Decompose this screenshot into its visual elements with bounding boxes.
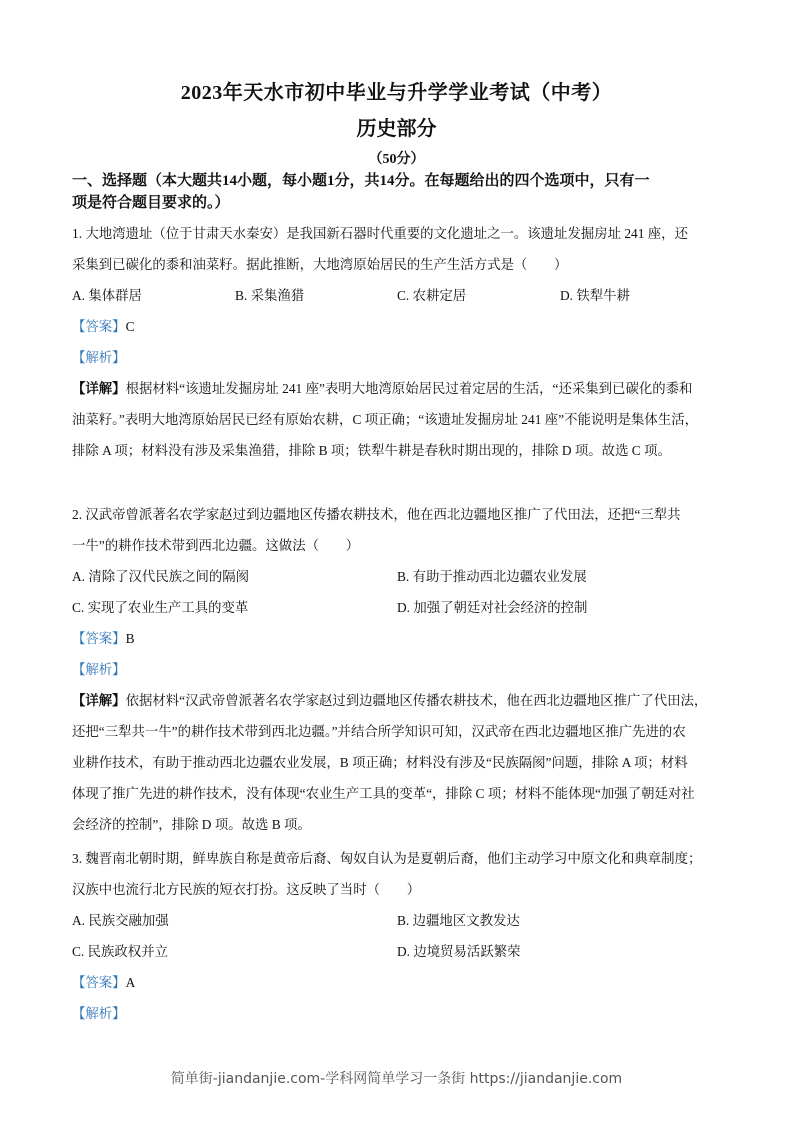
section-heading: [72, 170, 732, 214]
question-stem-line: 一牛”的耕作技术带到西北边疆。这做法（ ）: [72, 538, 360, 553]
analysis-row: [72, 1005, 732, 1023]
option-d: D. 加强了朝廷对社会经济的控制: [397, 600, 588, 615]
option-d: D. 铁犁牛耕: [560, 288, 630, 303]
exam-title: 2023年天水市初中毕业与升学学业考试（中考）: [180, 82, 613, 104]
detail-line: 会经济的控制”，排除 D 项。故选 B 项。: [72, 817, 311, 832]
option-c: C. 民族政权并立: [72, 944, 168, 959]
exam-score: （50分）: [368, 152, 425, 167]
answer-value: B: [125, 631, 135, 646]
option-b: B. 采集渔猎: [235, 288, 305, 303]
analysis-row: [72, 349, 732, 367]
detail-line: 还把“三犁共一牛”的耕作技术带到西北边疆。”并结合所学知识可知，汉武帝在西北边疆地区推广先进的农: [72, 724, 686, 739]
exam-subtitle: 历史部分: [356, 118, 437, 140]
detail-label: 【详解】: [72, 693, 126, 708]
detail-label: 【详解】: [72, 381, 126, 396]
question-stem-line: 2. 汉武帝曾派著名农学家赵过到边疆地区传播农耕技术，他在西北边疆地区推广了代田法，还把“三犁共: [72, 507, 681, 522]
option-c: C. 实现了农业生产工具的变革: [72, 600, 249, 615]
detail-line: 排除 A 项；材料没有涉及采集渔猎，排除 B 项；铁犁牛耕是春秋时期出现的，排除 D 项。故选 C 项。: [72, 443, 671, 458]
detail-line: 油菜籽。”表明大地湾原始居民已经有原始农耕，C 项正确；“该遗址发掘房址 241 座”不能说明是集体生活，: [72, 412, 698, 427]
answer-row: [72, 318, 732, 336]
answer-label: 【答案】: [72, 319, 126, 334]
analysis-row: [72, 661, 732, 679]
answer-value: C: [125, 319, 135, 334]
answer-row: [72, 630, 732, 648]
detail-line: 体现了推广先进的耕作技术，没有体现“农业生产工具的变革“，排除 C 项；材料不能体现“加强了朝廷对社: [72, 786, 695, 801]
answer-value: A: [125, 975, 136, 990]
option-b: B. 边疆地区文教发达: [397, 913, 520, 928]
question-stem-line: 汉族中也流行北方民族的短衣打扮。这反映了当时（ ）: [72, 882, 421, 897]
option-b: B. 有助于推动西北边疆农业发展: [397, 569, 587, 584]
footer-watermark: 简单街-jiandanjie.com-学科网简单学习一条街 https://jiandanjie.com: [170, 1071, 623, 1087]
section-heading-line1: 一、选择题（本大题共14小题，每小题1分，共14分。在每题给出的四个选项中，只有一: [72, 173, 650, 189]
detail-line: 【详解】根据材料“该遗址发掘房址 241 座”表明大地湾原始居民过着定居的生活，“还采集到已碳化的黍和: [72, 381, 693, 396]
section-heading-line2: 项是符合题目要求的。）: [72, 195, 230, 211]
option-a: A. 清除了汉代民族之间的隔阂: [72, 569, 250, 584]
answer-row: [72, 974, 732, 992]
question-stem-line: 3. 魏晋南北朝时期，鲜卑族自称是黄帝后裔、匈奴自认为是夏朝后裔，他们主动学习中原文化和典章制度；: [72, 851, 702, 866]
analysis-label: 【解析】: [72, 662, 126, 677]
answer-label: 【答案】: [72, 631, 126, 646]
option-a: A. 集体群居: [72, 288, 142, 303]
detail-line: 业耕作技术，有助于推动西北边疆农业发展，B 项正确；材料没有涉及“民族隔阂”问题，排除 A 项；材料: [72, 755, 688, 770]
analysis-label: 【解析】: [72, 350, 126, 365]
option-d: D. 边境贸易活跃繁荣: [397, 944, 521, 959]
detail-line: 【详解】依据材料“汉武帝曾派著名农学家赵过到边疆地区传播农耕技术，他在西北边疆地区推广了代田法，: [72, 693, 708, 708]
analysis-label: 【解析】: [72, 1006, 126, 1021]
option-a: A. 民族交融加强: [72, 913, 169, 928]
question-stem-line: 采集到已碳化的黍和油菜籽。据此推断，大地湾原始居民的生产生活方式是（ ）: [72, 257, 568, 272]
answer-label: 【答案】: [72, 975, 126, 990]
question-stem-line: 1. 大地湾遗址（位于甘肃天水秦安）是我国新石器时代重要的文化遗址之一。该遗址发掘房址 241 座，还: [72, 226, 688, 241]
option-c: C. 农耕定居: [397, 288, 467, 303]
